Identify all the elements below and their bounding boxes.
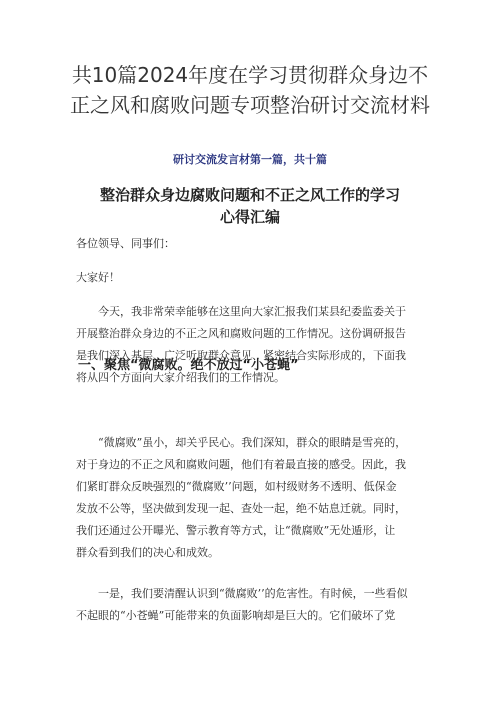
paragraph-line: 群众看到我们的决心和成效。 (76, 546, 219, 559)
paragraph-line: 发放不公等，坚决做到发现一起、查处一起，绝不姑息迁就。同时， (76, 502, 406, 515)
greeting (76, 267, 430, 289)
paragraph-line: 对于身边的不正之风和腐败问题，他们有着最直接的感受。因此，我 (76, 458, 406, 471)
salutation-text: 各位领导、同事们： (76, 237, 175, 250)
section-paragraph (76, 583, 430, 627)
intro-paragraph (76, 301, 430, 389)
paragraph-line: 将从四个方面向大家介绍我们的工作情况。 (76, 371, 285, 384)
paragraph-line: 是我们深入基层、广泛听取群众意见、紧密结合实际形成的，下面我 (76, 349, 406, 362)
paragraph-line: 今天，我非常荣幸能够在这里向大家汇报我们某县纪委监委关于 (98, 305, 406, 318)
paragraph-line: 我们还通过公开曝光、警示教育等方式，让“微腐败”无处遁形，让 (76, 524, 396, 537)
paragraph-line: “微腐败”虽小，却关乎民心。我们深知，群众的眼睛是雪亮的， (98, 436, 407, 449)
document-title-line: 正之风和腐败问题专项整治研讨交流材料 (70, 93, 430, 117)
section-paragraph (76, 432, 430, 564)
document-subtitle: 研讨交流发言材第一篇，共十篇 (173, 153, 327, 166)
document-title-line: 共10篇2024年度在学习贯彻群众身边不 (71, 63, 429, 87)
greeting-text: 大家好！ (76, 271, 120, 284)
section-heading: 一、聚焦“微腐败。绝不放过“小苍蝇” (78, 358, 299, 373)
article-title-line: 整治群众身边腐败问题和不正之风工作的学习 (99, 186, 400, 204)
article-title (80, 184, 420, 228)
paragraph-line: 开展整治群众身边的不正之风和腐败问题的工作情况。这份调研报告 (76, 327, 406, 340)
salutation (76, 233, 430, 255)
document-title (60, 60, 440, 120)
paragraph-line: 不起眼的“小苍蝇”可能带来的负面影响却是巨大的。它们破坏了党 (76, 609, 396, 622)
paragraph-line: 一是，我们要清醒认识到“微腐败’’的危害性。有时候，一些看似 (98, 587, 408, 600)
paragraph-line: 们紧盯群众反映强烈的“微腐败’’问题，如村级财务不透明、低保金 (76, 480, 397, 493)
article-title-line: 心得汇编 (219, 208, 280, 226)
